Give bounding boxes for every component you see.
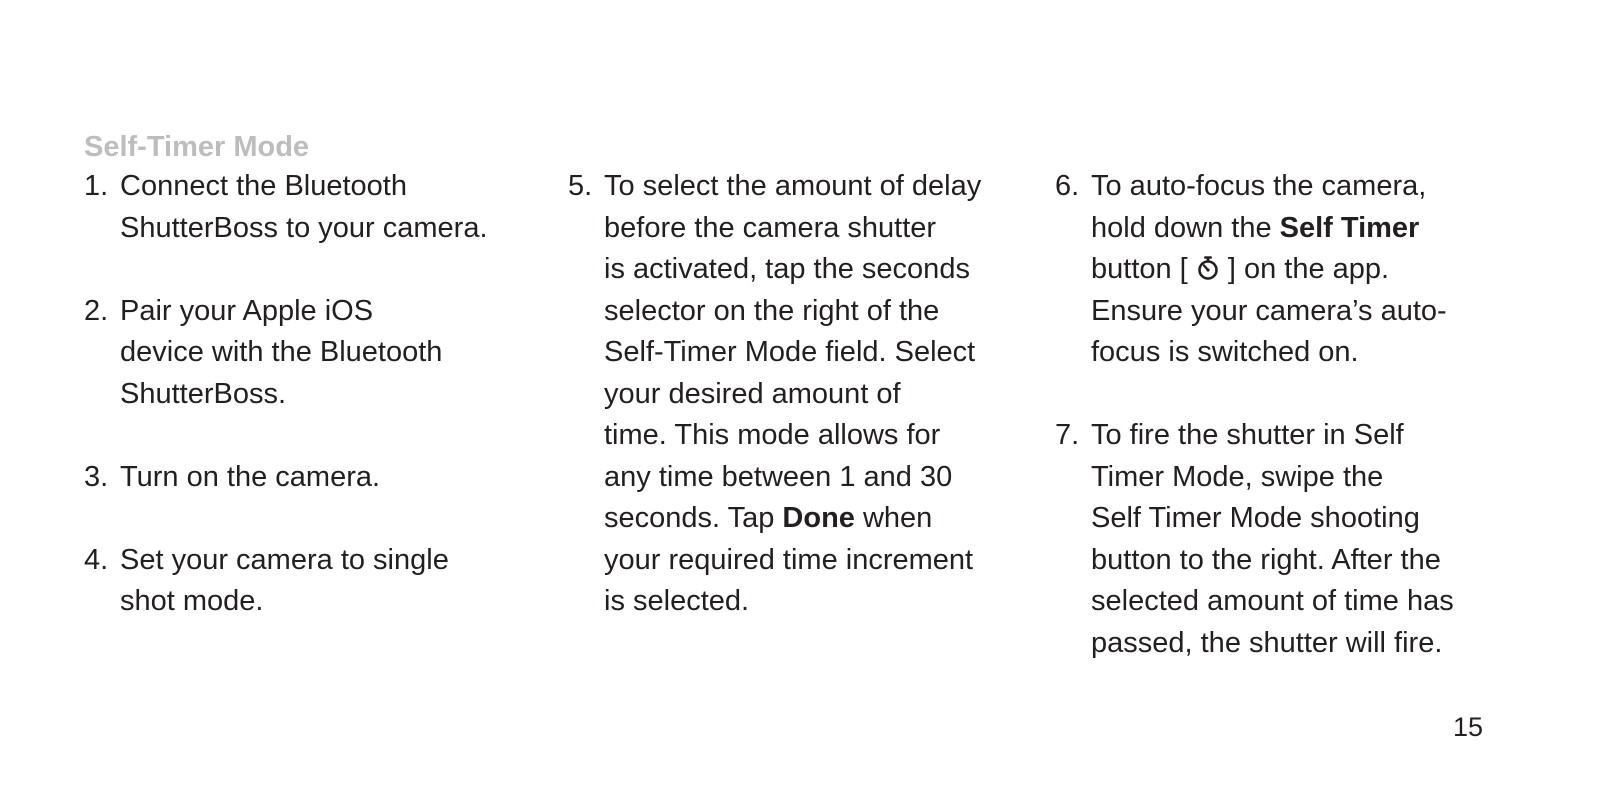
step-line bbox=[1091, 249, 1447, 291]
step-text bbox=[120, 457, 380, 499]
step-text bbox=[120, 540, 449, 623]
self-timer-keyword: Self Timer bbox=[1279, 211, 1420, 244]
step-line: any time between 1 and 30 bbox=[604, 460, 953, 493]
step-2 bbox=[84, 291, 544, 416]
step-text bbox=[604, 166, 981, 623]
step-line: your desired amount of bbox=[604, 377, 901, 410]
step-line: Connect the Bluetooth bbox=[120, 170, 407, 202]
step-line bbox=[604, 498, 981, 540]
column-2 bbox=[568, 166, 1038, 664]
text-run: seconds. Tap bbox=[604, 502, 783, 534]
step-line: button to the right. After the bbox=[1091, 543, 1441, 576]
step-text bbox=[1091, 166, 1447, 374]
step-line: is selected. bbox=[604, 585, 750, 617]
step-line: Timer Mode, swipe the bbox=[1091, 460, 1384, 493]
step-text bbox=[120, 166, 488, 249]
section-title: Self-Timer Mode bbox=[84, 131, 310, 163]
column-3 bbox=[1055, 166, 1525, 706]
step-line: passed, the shutter will fire. bbox=[1091, 626, 1443, 659]
step-7 bbox=[1055, 415, 1525, 664]
step-number: 4. bbox=[84, 543, 109, 576]
step-line: time. This mode allows for bbox=[604, 419, 941, 451]
step-1 bbox=[84, 166, 544, 249]
text-run: when bbox=[854, 502, 933, 534]
step-line: shot mode. bbox=[120, 585, 264, 617]
text-run: hold down the bbox=[1091, 211, 1280, 244]
step-number: 6. bbox=[1055, 170, 1080, 202]
step-text bbox=[1091, 415, 1454, 664]
text-run: button [ bbox=[1091, 253, 1196, 285]
step-line: selector on the right of the bbox=[604, 294, 940, 327]
self-timer-icon bbox=[1196, 255, 1220, 281]
step-number: 7. bbox=[1055, 419, 1080, 451]
step-number: 3. bbox=[84, 460, 109, 493]
step-line: Turn on the camera. bbox=[120, 460, 381, 493]
step-line: Ensure your camera’s auto- bbox=[1091, 294, 1447, 327]
step-line: ShutterBoss to your camera. bbox=[120, 211, 488, 244]
column-1 bbox=[84, 166, 544, 664]
text-run: ] on the app. bbox=[1219, 253, 1390, 285]
step-3 bbox=[84, 457, 544, 499]
step-line: To select the amount of delay bbox=[604, 170, 982, 202]
step-text bbox=[120, 291, 442, 416]
step-line: is activated, tap the seconds bbox=[604, 253, 970, 285]
step-line: Set your camera to single bbox=[120, 543, 449, 576]
step-line: selected amount of time has bbox=[1091, 585, 1454, 617]
done-keyword: Done bbox=[782, 502, 855, 534]
step-line: device with the Bluetooth bbox=[120, 336, 443, 368]
step-line: To auto-focus the camera, bbox=[1091, 170, 1427, 202]
step-line: focus is switched on. bbox=[1091, 336, 1359, 368]
step-line: To fire the shutter in Self bbox=[1091, 419, 1404, 451]
step-number: 2. bbox=[84, 294, 109, 327]
step-line: Pair your Apple iOS bbox=[120, 294, 374, 327]
step-line: before the camera shutter bbox=[604, 211, 937, 244]
step-4 bbox=[84, 540, 544, 623]
page-number: 15 bbox=[1453, 712, 1484, 742]
step-line: ShutterBoss. bbox=[120, 377, 287, 410]
step-6 bbox=[1055, 166, 1525, 374]
step-number: 1. bbox=[84, 170, 109, 202]
step-line: your required time increment bbox=[604, 543, 974, 576]
step-number: 5. bbox=[568, 170, 593, 202]
step-line bbox=[1091, 208, 1447, 250]
step-line: Self Timer Mode shooting bbox=[1091, 502, 1420, 534]
step-5 bbox=[568, 166, 1038, 623]
step-line: Self-Timer Mode field. Select bbox=[604, 336, 976, 368]
